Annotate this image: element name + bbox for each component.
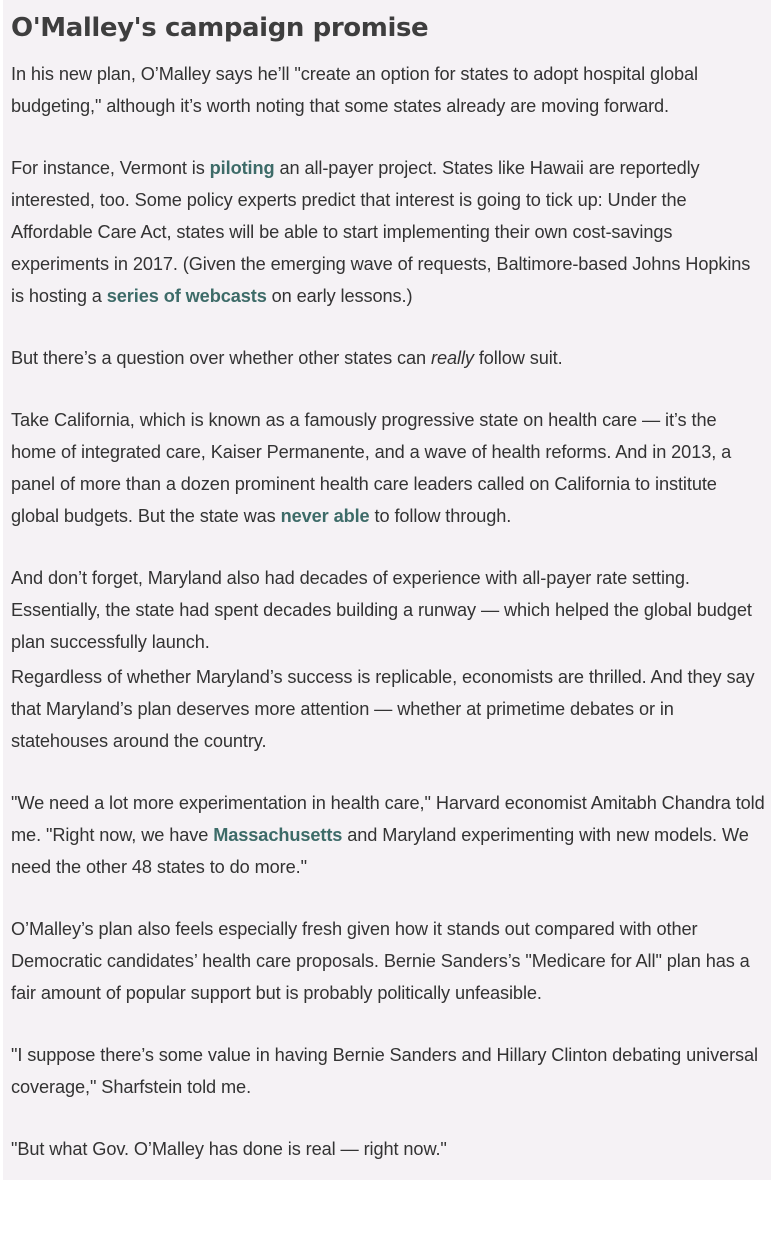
article-content [3,0,771,1165]
paragraph-3-emphasis: really [431,348,474,368]
paragraph-10 [11,1133,765,1165]
paragraph-2-text-a: For instance, Vermont is [11,158,210,178]
paragraph-2-text-c: on early lessons.) [266,286,413,306]
paragraph-9-text: "I suppose there’s some value in having Bernie Sanders and Hillary Clinton debating universal coverage," Sharfstein told me. [11,1045,758,1097]
never-able-link[interactable]: never able [280,506,370,526]
paragraph-5-text: And don’t forget, Maryland also had decades of experience with all-payer rate setting. Essentially, the state had spent decades building a runway — which helped the global budget plan successfully launch. [11,568,752,652]
paragraph-4-text-b: to follow through. [369,506,512,526]
paragraph-9 [11,1039,765,1103]
paragraph-7-text-a: "We need a lot more experimentation in health care," Harvard economist Amitabh Chandra told me. "Right now, we have [11,793,765,845]
paragraph-2-text-b: an all-payer project. States like Hawaii are reportedly interested, too. Some policy experts predict that interest is going to tick up: Under the Affordable Care Act, states will be able to start implementing their own cost-savings experiments in 2017. (Given the emerging wave of requests, Baltimore-based Johns Hopkins is hosting a [11,158,751,306]
paragraph-6-text: Regardless of whether Maryland’s success is replicable, economists are thrilled. And they say that Maryland’s plan deserves more attention — whether at primetime debates or in statehouses around the country. [11,667,755,751]
piloting-link[interactable]: piloting [209,158,275,178]
paragraph-3-text-b: follow suit. [473,348,563,368]
paragraph-5 [11,562,765,658]
article-body [3,0,771,1180]
paragraph-8 [11,913,765,1009]
paragraph-6 [11,661,765,757]
series-of-webcasts-link[interactable]: series of webcasts [106,286,267,306]
section-heading: O'Malley's campaign promise [11,13,429,43]
massachusetts-link[interactable]: Massachusetts [213,825,343,845]
paragraph-4 [11,404,765,532]
paragraph-1 [11,58,765,122]
paragraph-2 [11,152,765,312]
paragraph-10-text: "But what Gov. O’Malley has done is real — right now." [11,1139,447,1159]
paragraph-3-text-a: But there’s a question over whether other states can [11,348,432,368]
paragraph-1-text: In his new plan, O’Malley says he’ll "create an option for states to adopt hospital global budgeting," although it’s worth noting that some states already are moving forward. [11,64,698,116]
paragraph-3 [11,342,765,374]
paragraph-7-text-b: and Maryland experimenting with new models. We need the other 48 states to do more." [11,825,749,877]
paragraph-7 [11,787,765,883]
paragraph-4-text-a: Take California, which is known as a famously progressive state on health care — it’s the home of integrated care, Kaiser Permanente, and a wave of health reforms. And in 2013, a panel of more than a dozen prominent health care leaders called on California to institute global budgets. But the state was [11,410,732,526]
paragraph-8-text: O’Malley’s plan also feels especially fresh given how it stands out compared with other Democratic candidates’ health care proposals. Bernie Sanders’s "Medicare for All" plan has a fair amount of popular support but is probably politically unfeasible. [11,919,750,1003]
